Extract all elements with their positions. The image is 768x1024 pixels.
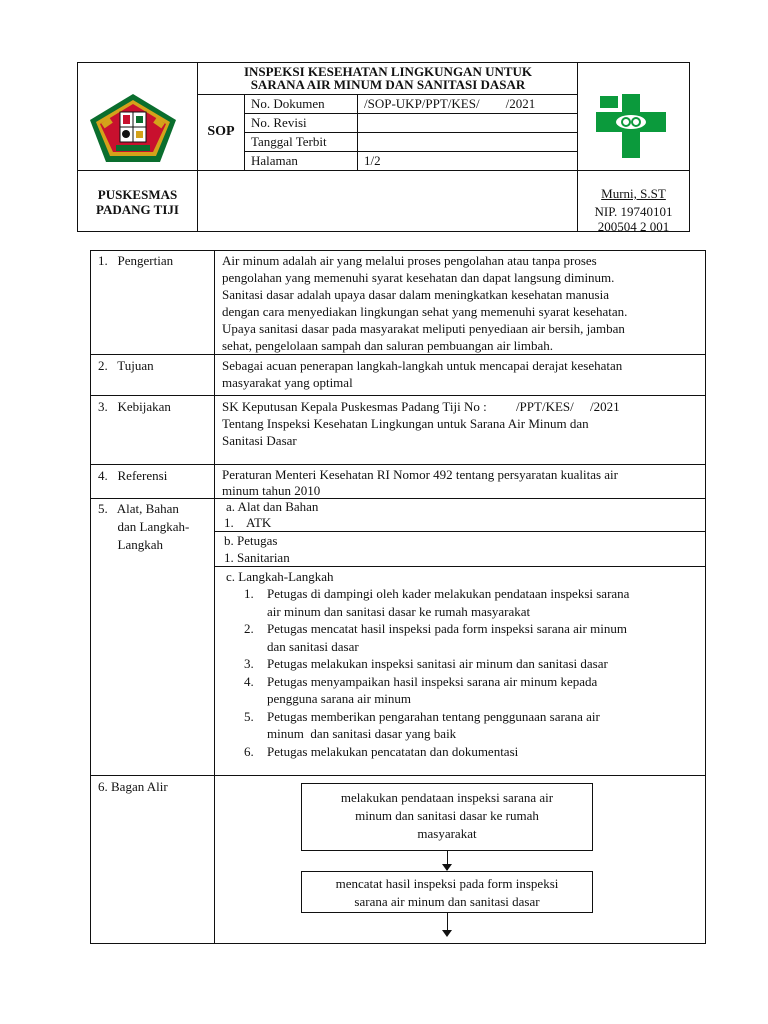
revision-label: No. Revisi bbox=[251, 115, 307, 130]
signer-nip-line2: 200504 2 001 bbox=[597, 219, 670, 234]
section-kebijakan-label: 3. Kebijakan bbox=[98, 399, 171, 414]
step-number: 4. bbox=[244, 673, 254, 689]
arrow-down-icon bbox=[442, 864, 452, 871]
step-text bbox=[267, 673, 597, 708]
signer-name: Murni, S.ST bbox=[601, 186, 666, 201]
flow-text-line: melakukan pendataan inspeksi sarana air bbox=[340, 790, 554, 805]
puskesmas-logo-icon bbox=[86, 92, 180, 164]
alat-bahan-title: a. Alat dan Bahan bbox=[226, 499, 319, 514]
signer-nip-line1: NIP. 19740101 bbox=[594, 204, 673, 219]
step-text bbox=[267, 708, 600, 743]
label-line: Langkah bbox=[98, 537, 163, 552]
list-item bbox=[244, 655, 694, 673]
section-pengertian-body bbox=[222, 252, 697, 354]
section-tujuan-label: 2. Tujuan bbox=[98, 358, 154, 373]
step-number: 1. bbox=[244, 586, 254, 601]
text-line: Sanitasi Dasar bbox=[222, 433, 297, 448]
step-number: 3. bbox=[244, 656, 254, 671]
flow-text-line: minum dan sanitasi dasar ke rumah bbox=[355, 808, 539, 823]
org-name-line1: PUSKESMAS bbox=[97, 187, 178, 202]
step-line: Petugas di dampingi oleh kader melakukan pendataan inspeksi sarana bbox=[267, 586, 630, 601]
health-cross-logo bbox=[582, 90, 676, 162]
step-line: Petugas melakukan inspeksi sanitasi air minum dan sanitasi dasar bbox=[267, 656, 608, 671]
text-line: Peraturan Menteri Kesehatan RI Nomor 492 tentang persyaratan kualitas air bbox=[222, 467, 618, 482]
text-line: pengolahan yang memenuhi syarat kesehatan dan dapat langsung diminum. bbox=[222, 270, 615, 285]
text-line: dengan cara menyediakan lingkungan sehat yang memenuhi syarat kesehatan. bbox=[222, 304, 628, 319]
step-line: Petugas menyampaikan hasil inspeksi sarana air minum kepada bbox=[267, 673, 598, 689]
step-text bbox=[267, 620, 627, 655]
section-kebijakan-body bbox=[222, 398, 697, 449]
org-name-line2: PADANG TIJI bbox=[96, 202, 179, 217]
list-item bbox=[244, 585, 694, 620]
list-item bbox=[244, 620, 694, 655]
text-line: sehat, pengelolaan sampah dan saluran pembuangan air limbah. bbox=[222, 338, 554, 353]
step-line: dan sanitasi dasar bbox=[267, 638, 359, 654]
page-value: 1/2 bbox=[364, 153, 381, 168]
flow-text-line: masyarakat bbox=[417, 826, 477, 841]
sop-label: SOP bbox=[207, 124, 235, 139]
text-line: Air minum adalah air yang melalui proses pengolahan atau tanpa proses bbox=[222, 253, 597, 268]
label-line: 5. Alat, Bahan bbox=[98, 501, 179, 516]
section-referensi-label: 4. Referensi bbox=[98, 468, 168, 483]
petugas-item: 1. Sanitarian bbox=[224, 550, 290, 565]
step-line: minum dan sanitasi dasar yang baik bbox=[267, 726, 457, 741]
list-item bbox=[244, 708, 694, 743]
section-bagan-label: 6. Bagan Alir bbox=[98, 779, 168, 794]
step-line: Petugas melakukan pencatatan dan dokumentasi bbox=[267, 743, 519, 759]
step-number: 5. bbox=[244, 708, 254, 724]
flow-text-line: mencatat hasil inspeksi pada form inspeksi bbox=[335, 876, 559, 891]
text-line: Sanitasi dasar adalah upaya dasar dalam meningkatkan kesehatan manusia bbox=[222, 287, 609, 302]
step-text bbox=[267, 585, 629, 620]
section-pengertian-label: 1. Pengertian bbox=[98, 253, 174, 268]
step-line: Petugas mencatat hasil inspeksi pada form inspeksi sarana air minum bbox=[267, 621, 627, 636]
section-alat-label bbox=[98, 500, 189, 554]
text-line: Sebagai acuan penerapan langkah-langkah untuk mencapai derajat kesehatan bbox=[222, 358, 623, 373]
step-line: Petugas memberikan pengarahan tentang penggunaan sarana air bbox=[267, 708, 600, 724]
list-item bbox=[244, 743, 694, 761]
doc-number-value: /SOP-UKP/PPT/KES/ /2021 bbox=[364, 96, 536, 111]
step-text bbox=[267, 743, 518, 761]
step-line: pengguna sarana air minum bbox=[267, 691, 412, 706]
section-referensi-body bbox=[222, 467, 697, 499]
step-number: 2. bbox=[244, 621, 254, 636]
issue-date-label: Tanggal Terbit bbox=[251, 134, 327, 149]
puskesmas-logo bbox=[86, 92, 180, 164]
petugas-title: b. Petugas bbox=[224, 533, 278, 548]
langkah-list bbox=[244, 585, 694, 760]
flow-text-line: sarana air minum dan sanitasi dasar bbox=[354, 894, 540, 909]
text-line: masyarakat yang optimal bbox=[222, 375, 353, 390]
text-line: Tentang Inspeksi Kesehatan Lingkungan untuk Sarana Air Minum dan bbox=[222, 416, 589, 431]
flowchart-box-1 bbox=[301, 783, 593, 851]
step-number: 6. bbox=[244, 743, 254, 759]
document-title-line2: SARANA AIR MINUM DAN SANITASI DASAR bbox=[250, 77, 526, 92]
alat-bahan-item: 1. ATK bbox=[224, 515, 272, 530]
doc-number-label: No. Dokumen bbox=[251, 96, 325, 111]
text-line: SK Keputusan Kepala Puskesmas Padang Tiji No : /PPT/KES/ /2021 bbox=[222, 399, 620, 414]
document-title-line1: INSPEKSI KESEHATAN LINGKUNGAN UNTUK bbox=[243, 64, 533, 79]
health-cross-icon bbox=[582, 90, 676, 162]
list-item bbox=[244, 673, 694, 708]
flowchart-box-2 bbox=[301, 871, 593, 913]
step-line: air minum dan sanitasi dasar ke rumah masyarakat bbox=[267, 603, 531, 619]
step-text bbox=[267, 655, 608, 673]
page-label: Halaman bbox=[251, 153, 298, 168]
label-line: dan Langkah- bbox=[98, 519, 190, 534]
langkah-title: c. Langkah-Langkah bbox=[226, 569, 334, 584]
text-line: Upaya sanitasi dasar pada masyarakat meliputi penyediaan air bersih, jamban bbox=[222, 321, 625, 336]
section-tujuan-body bbox=[222, 357, 697, 391]
arrow-down-icon bbox=[442, 930, 452, 937]
text-line: minum tahun 2010 bbox=[222, 483, 321, 498]
